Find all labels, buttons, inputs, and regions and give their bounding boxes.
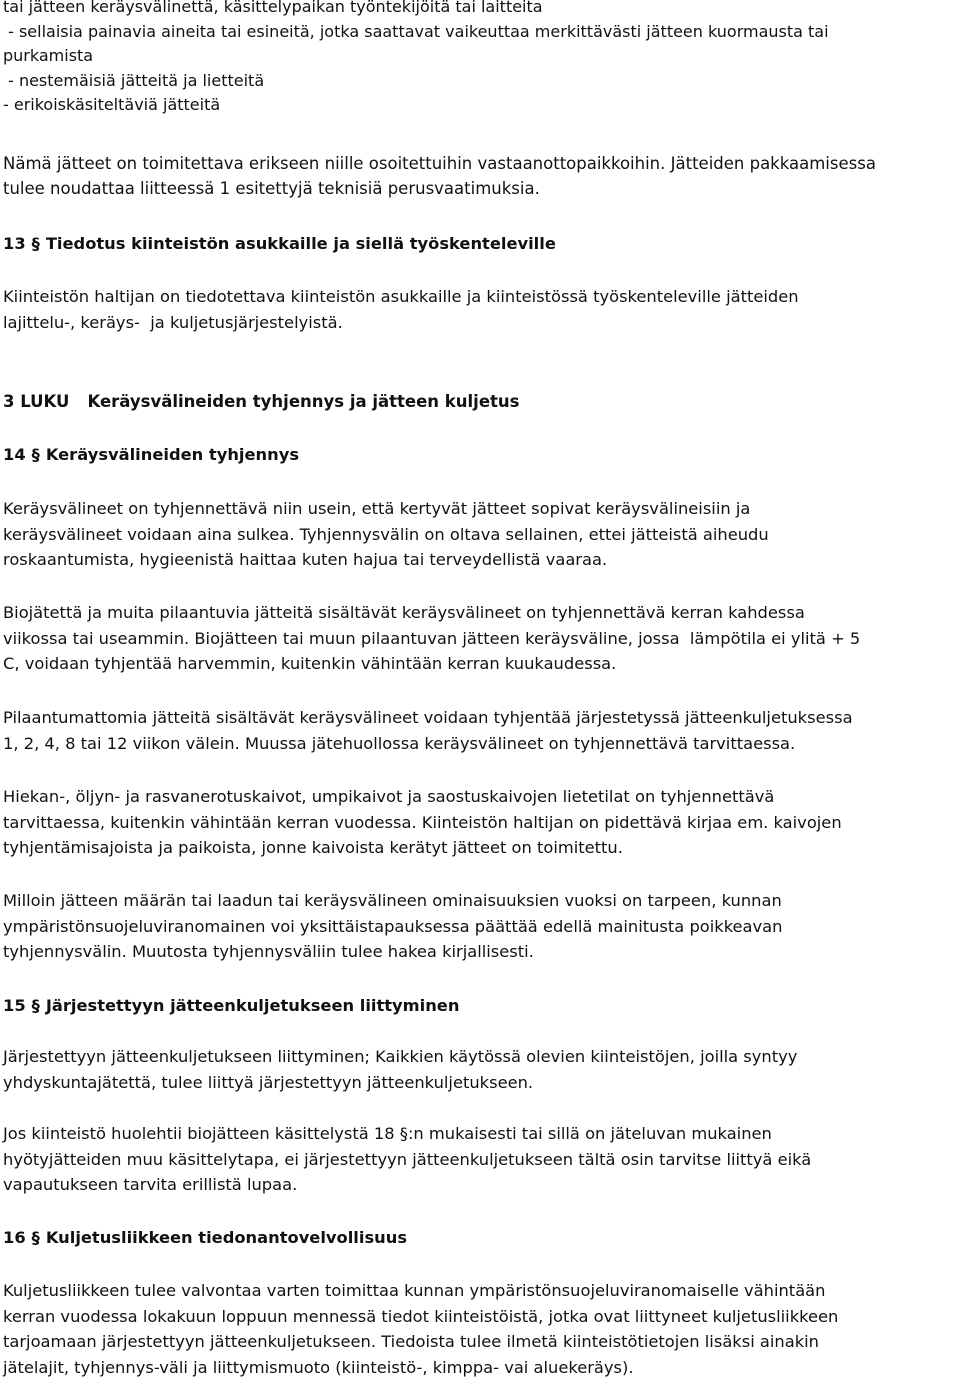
section-14-paragraph-3 — [3, 705, 853, 756]
section-13-body — [3, 284, 799, 335]
paragraph-line: ympäristönsuojeluviranomainen voi yksittäistapauksessa päättää edellä mainitusta poikkeavan — [3, 914, 782, 940]
intro-line: tai jätteen keräysvälinettä, käsittelypaikan työntekijöitä tai laitteita — [3, 0, 829, 20]
paragraph-line: roskaantumista, hygieenistä haittaa kuten hajua tai terveydellistä vaaraa. — [3, 547, 769, 573]
paragraph-line: keräysvälineet voidaan aina sulkea. Tyhjennysvälin on oltava sellainen, ettei jätteistä aiheudu — [3, 522, 769, 548]
intro-paragraph — [3, 152, 876, 201]
paragraph-line: Kuljetusliikkeen tulee valvontaa varten toimittaa kunnan ympäristönsuojeluviranomaiselle vähintään — [3, 1278, 838, 1304]
paragraph-line: yhdyskuntajätettä, tulee liittyä järjestettyyn jätteenkuljetukseen. — [3, 1070, 797, 1096]
section-13-heading — [3, 231, 556, 256]
chapter-title: Keräysvälineiden tyhjennys ja jätteen kuljetus — [87, 392, 519, 411]
paragraph-line: lajittelu-, keräys- ja kuljetusjärjestelyistä. — [3, 310, 799, 336]
section-title: Tiedotus kiinteistön asukkaille ja siellä työskenteleville — [46, 234, 556, 253]
section-16-heading — [3, 1225, 407, 1250]
section-symbol: § — [32, 993, 40, 1018]
intro-list — [3, 0, 829, 118]
section-15-paragraph-2 — [3, 1121, 811, 1198]
section-16-paragraph-1 — [3, 1278, 838, 1380]
section-number: 15 — [3, 996, 26, 1015]
paragraph-line: vapautukseen tarvita erillistä lupaa. — [3, 1172, 811, 1198]
section-14-paragraph-2 — [3, 600, 860, 677]
section-title: Kuljetusliikkeen tiedonantovelvollisuus — [46, 1228, 407, 1247]
paragraph-line: Kiinteistön haltijan on tiedotettava kiinteistön asukkaille ja kiinteistössä työskenteleville jätteiden — [3, 284, 799, 310]
paragraph-line: Hiekan-, öljyn- ja rasvanerotuskaivot, umpikaivot ja saostuskaivojen lietetilat on tyhjennettävä — [3, 784, 842, 810]
section-title: Keräysvälineiden tyhjennys — [46, 445, 299, 464]
section-14-paragraph-5 — [3, 888, 782, 965]
chapter-3-heading — [3, 389, 519, 414]
paragraph-line: Järjestettyyn jätteenkuljetukseen liittyminen; Kaikkien käytössä olevien kiinteistöjen, joilla syntyy — [3, 1044, 797, 1070]
paragraph-line: tyhjentämisajoista ja paikoista, jonne kaivoista kerätyt jätteet on toimitettu. — [3, 835, 842, 861]
paragraph-line: Milloin jätteen määrän tai laadun tai keräysvälineen ominaisuuksien vuoksi on tarpeen, kunnan — [3, 888, 782, 914]
paragraph-line: jätelajit, tyhjennys-väli ja liittymismuoto (kiinteistö-, kimppa- vai aluekeräys). — [3, 1355, 838, 1380]
paragraph-line: Pilaantumattomia jätteitä sisältävät keräysvälineet voidaan tyhjentää järjestetyssä jätteenkuljetuksessa — [3, 705, 853, 731]
paragraph-line: C, voidaan tyhjentää harvemmin, kuitenkin vähintään kerran kuukaudessa. — [3, 651, 860, 677]
section-number: 16 — [3, 1228, 26, 1247]
paragraph-line: Nämä jätteet on toimitettava erikseen niille osoitettuihin vastaanottopaikkoihin. Jätteiden pakkaamisessa — [3, 152, 876, 177]
paragraph-line: Keräysvälineet on tyhjennettävä niin usein, että kertyvät jätteet sopivat keräysvälineisiin ja — [3, 496, 769, 522]
paragraph-line: 1, 2, 4, 8 tai 12 viikon välein. Muussa jätehuollossa keräysvälineet on tyhjennettävä tarvittaessa. — [3, 731, 853, 757]
intro-line: - erikoiskäsiteltäviä jätteitä — [3, 93, 829, 118]
section-14-paragraph-4 — [3, 784, 842, 861]
section-14-paragraph-1 — [3, 496, 769, 573]
section-15-paragraph-1 — [3, 1044, 797, 1095]
paragraph-line: hyötyjätteiden muu käsittelytapa, ei järjestettyyn jätteenkuljetukseen tältä osin tarvitse liittyä eikä — [3, 1147, 811, 1173]
paragraph-line: tulee noudattaa liitteessä 1 esitettyjä teknisiä perusvaatimuksia. — [3, 177, 876, 202]
section-number: 14 — [3, 445, 26, 464]
paragraph-line: tyhjennysvälin. Muutosta tyhjennysväliin tulee hakea kirjallisesti. — [3, 939, 782, 965]
section-symbol: § — [32, 442, 40, 467]
section-title: Järjestettyyn jätteenkuljetukseen liittyminen — [46, 996, 460, 1015]
paragraph-line: Jos kiinteistö huolehtii biojätteen käsittelystä 18 §:n mukaisesti tai sillä on jäteluvan mukainen — [3, 1121, 811, 1147]
section-symbol: § — [32, 231, 40, 256]
section-14-heading — [3, 442, 299, 467]
paragraph-line: kerran vuodessa lokakuun loppuun mennessä tiedot kiinteistöistä, jotka ovat liittyneet kuljetusliikkeen — [3, 1304, 838, 1330]
intro-line: - nestemäisiä jätteitä ja lietteitä — [3, 69, 829, 94]
intro-line: - sellaisia painavia aineita tai esineitä, jotka saattavat vaikeuttaa merkittävästi jätteen kuormausta tai — [3, 20, 829, 45]
section-symbol: § — [32, 1225, 40, 1250]
paragraph-line: tarjoamaan järjestettyyn jätteenkuljetukseen. Tiedoista tulee ilmetä kiinteistötietojen lisäksi ainakin — [3, 1329, 838, 1355]
chapter-label: 3 LUKU — [3, 392, 69, 411]
section-15-heading — [3, 993, 459, 1018]
intro-line: purkamista — [3, 44, 829, 69]
paragraph-line: Biojätettä ja muita pilaantuvia jätteitä sisältävät keräysvälineet on tyhjennettävä kerran kahdessa — [3, 600, 860, 626]
paragraph-line: viikossa tai useammin. Biojätteen tai muun pilaantuvan jätteen keräysväline, jossa lämpötila ei ylitä + 5 — [3, 626, 860, 652]
paragraph-line: tarvittaessa, kuitenkin vähintään kerran vuodessa. Kiinteistön haltijan on pidettävä kirjaa em. kaivojen — [3, 810, 842, 836]
section-number: 13 — [3, 234, 26, 253]
